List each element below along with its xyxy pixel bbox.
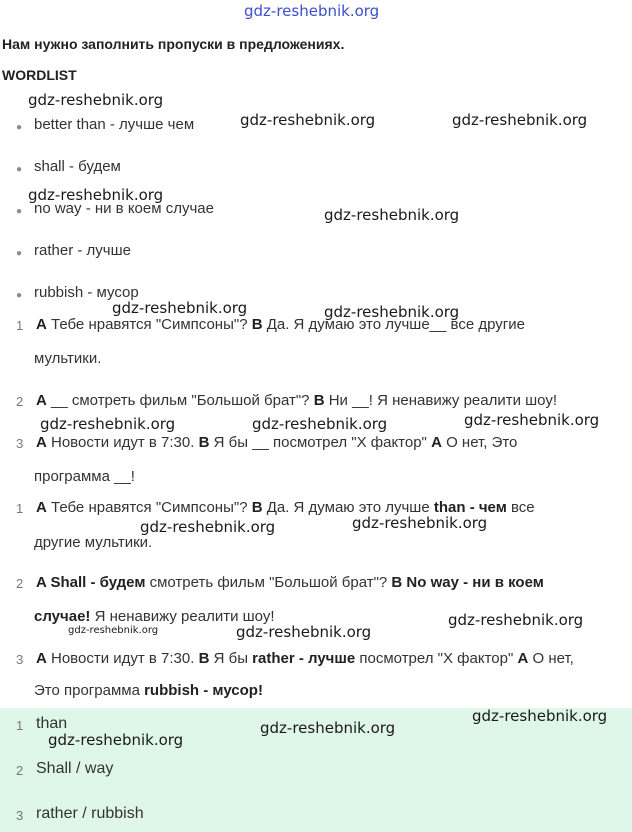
watermark: gdz-reshebnik.org — [452, 111, 588, 129]
watermark: gdz-reshebnik.org — [464, 411, 600, 429]
task-sentence-2: A __ смотреть фильм "Большой брат"? B Ни __! Я ненавижу реалити шоу! — [36, 392, 558, 409]
watermark: gdz-reshebnik.org — [448, 611, 584, 629]
intro-text: Нам нужно заполнить пропуски в предложениях. — [2, 36, 345, 52]
answer-text: than — [36, 715, 68, 732]
watermark: gdz-reshebnik.org — [252, 415, 388, 433]
task-sentence-3: A Новости идут в 7:30. B Я бы __ посмотрел "Х фактор" A О нет, Это — [36, 434, 518, 451]
bullet-icon: ● — [16, 290, 23, 301]
task-sentence-1: A Тебе нравятся "Симпсоны"? B Да. Я думаю это лучше__ все другие — [36, 316, 525, 333]
answer-number: 2 — [16, 763, 24, 778]
solution-sentence-2: A Shall - будем смотреть фильм "Большой брат"? B No way - ни в коем — [36, 574, 544, 591]
watermark: gdz-reshebnik.org — [472, 707, 608, 725]
bullet-icon: ● — [16, 248, 23, 259]
watermark: gdz-reshebnik.org — [48, 731, 184, 749]
watermark: gdz-reshebnik.org — [324, 303, 460, 321]
solution-sentence-3: A Новости идут в 7:30. B Я бы rather - лучше посмотрел "Х фактор" A О нет, — [36, 650, 574, 667]
watermark-top: gdz-reshebnik.org — [244, 2, 380, 20]
watermark: gdz-reshebnik.org — [260, 719, 396, 737]
watermark: gdz-reshebnik.org — [240, 111, 376, 129]
answer-number: 1 — [16, 718, 24, 733]
watermark: gdz-reshebnik.org — [112, 299, 248, 317]
bullet-icon: ● — [16, 122, 23, 133]
watermark: gdz-reshebnik.org — [140, 518, 276, 536]
wordlist-item: shall - будем — [34, 158, 121, 175]
answer-text: Shall / way — [36, 760, 114, 777]
answer-text: rather / rubbish — [36, 805, 144, 822]
watermark: gdz-reshebnik.org — [28, 91, 164, 109]
solution-sentence-1-cont: другие мультики. — [34, 534, 153, 551]
wordlist-item: no way - ни в коем случае — [34, 200, 214, 217]
solution-sentence-1: A Тебе нравятся "Симпсоны"? B Да. Я думаю это лучше than - чем все — [36, 499, 535, 516]
watermark: gdz-reshebnik.org — [352, 514, 488, 532]
item-number: 1 — [16, 501, 24, 516]
item-number: 1 — [16, 318, 24, 333]
task-sentence-1-cont: мультики. — [34, 350, 102, 367]
watermark: gdz-reshebnik.org — [236, 623, 372, 641]
item-number: 3 — [16, 436, 24, 451]
wordlist-title: WORDLIST — [2, 67, 77, 83]
wordlist-item: better than - лучше чем — [34, 116, 195, 133]
bullet-icon: ● — [16, 206, 23, 217]
watermark: gdz-reshebnik.org — [28, 186, 164, 204]
wordlist-item: rather - лучше — [34, 242, 131, 259]
solution-sentence-3-cont: Это программа rubbish - мусор! — [34, 682, 263, 699]
bullet-icon: ● — [16, 164, 23, 175]
item-number: 3 — [16, 652, 24, 667]
item-number: 2 — [16, 394, 24, 409]
watermark: gdz-reshebnik.org — [68, 625, 159, 636]
watermark: gdz-reshebnik.org — [324, 206, 460, 224]
item-number: 2 — [16, 576, 24, 591]
wordlist-item: rubbish - мусор — [34, 284, 139, 301]
watermark: gdz-reshebnik.org — [40, 415, 176, 433]
answer-number: 3 — [16, 808, 24, 823]
task-sentence-3-cont: программа __! — [34, 468, 135, 485]
solution-sentence-2-cont: случае! Я ненавижу реалити шоу! — [34, 608, 275, 625]
